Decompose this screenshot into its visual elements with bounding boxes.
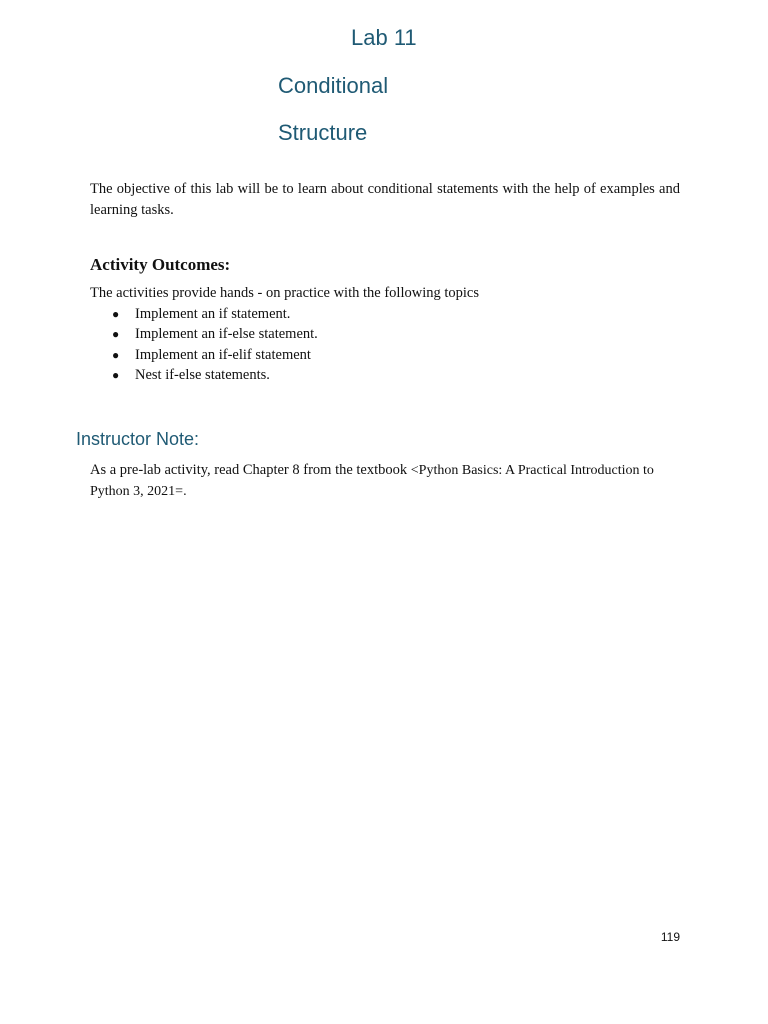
bullet-icon: ●	[112, 327, 120, 342]
lab-title-line-1: Conditional	[278, 73, 389, 98]
list-item-text: Implement an if statement.	[135, 306, 291, 322]
lab-number-title: Lab 11	[351, 25, 417, 50]
list-item	[112, 324, 318, 344]
list-item	[112, 365, 318, 385]
activity-outcomes-heading: Activity Outcomes:	[90, 255, 231, 274]
list-item-text: Implement an if-elif statement	[135, 346, 311, 363]
page-number: 119	[660, 930, 680, 944]
textbook-reference: <Python Basics: A Practical Introduction to Python 3, 2021=.	[90, 463, 654, 499]
list-item	[112, 304, 318, 324]
instructor-note-text	[90, 460, 670, 502]
objective-paragraph: The objective of this lab will be to learn about conditional statements with the help of examples and learning tasks.	[90, 181, 680, 218]
lab-title-line-2: Structure	[278, 120, 368, 145]
bullet-icon: ●	[112, 367, 120, 382]
activity-intro-text: The activities provide hands - on practice with the following topics	[90, 285, 479, 301]
instructor-note-heading: Instructor Note:	[76, 429, 200, 449]
list-item-text: Nest if-else statements.	[135, 366, 270, 383]
bullet-icon: ●	[112, 347, 120, 362]
list-item-text: Implement an if-else statement.	[135, 326, 318, 343]
bullet-icon: ●	[112, 307, 120, 321]
list-item	[112, 345, 318, 365]
instructor-note-lead: As a pre-lab activity, read Chapter 8 from the textbook	[90, 462, 408, 478]
activity-outcomes-list	[112, 304, 318, 385]
